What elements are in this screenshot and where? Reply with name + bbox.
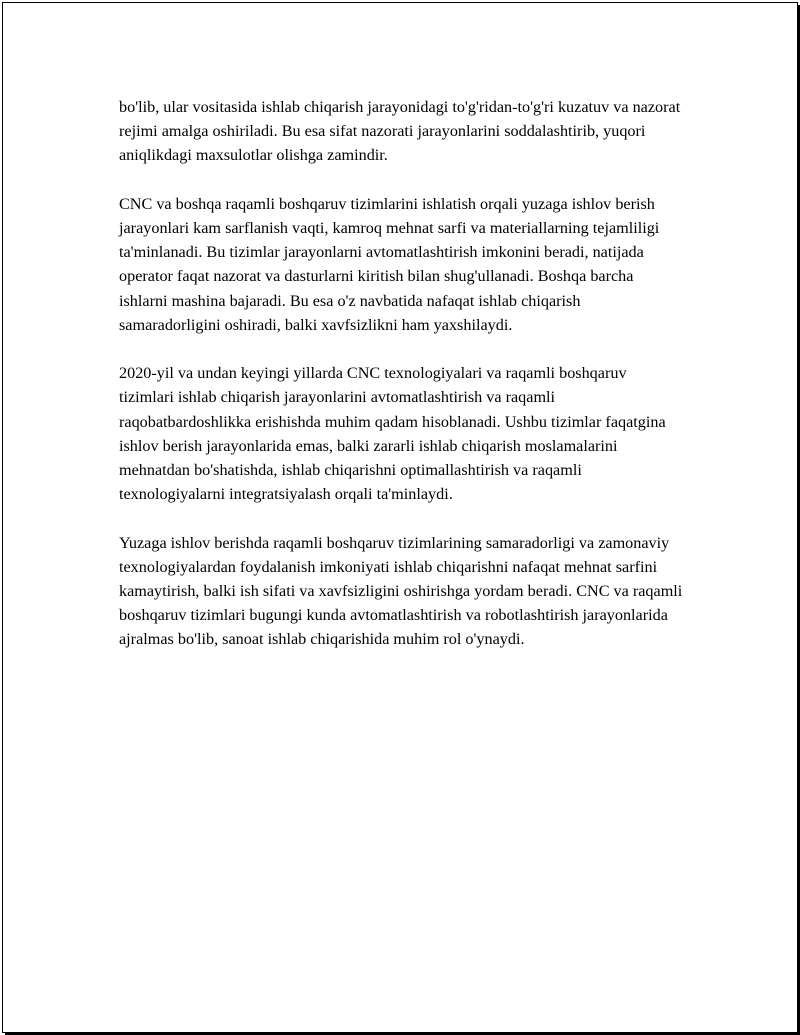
document-page	[2, 2, 798, 1033]
paragraph-3: 2020-yil va undan keyingi yillarda CNC texnologiyalari va raqamli boshqaruv tizimlari ishlab chiqarish jarayonlarini avtomatlashtirish va raqamli raqobatbardoshlikka erishishda muhim qadam hisoblanadi. Ushbu tizimlar faqatgina ishlov berish jarayonlarida emas, balki zararli ishlab chiqarish moslamalarini mehnatdan bo'shatishda, ishlab chiqarishni optimallashtirish va raqamli texnologiyalarni integratsiyalash orqali ta'minlaydi.	[119, 364, 666, 504]
paragraph-1: bo'lib, ular vositasida ishlab chiqarish jarayonidagi to'g'ridan-to'g'ri kuzatuv va nazorat rejimi amalga oshiriladi. Bu esa sifat nazorati jarayonlarini soddalashtirib, yuqori aniqlikdagi maxsulotlar olishga zamindir.	[119, 98, 681, 165]
document-body	[119, 95, 685, 652]
paragraph-4: Yuzaga ishlov berishda raqamli boshqaruv tizimlarining samaradorligi va zamonaviy texnologiyalardan foydalanish imkoniyati ishlab chiqarishni nafaqat mehnat sarfini kamaytirish, balki ish sifati va xavfsizligini oshirishga yordam beradi. CNC va raqamli boshqaruv tizimlari bugungi kunda avtomatlashtirish va robotlashtirish jarayonlarida ajralmas bo'lib, sanoat ishlab chiqarishida muhim rol o'ynaydi.	[119, 533, 683, 649]
paragraph-2: CNC va boshqa raqamli boshqaruv tizimlarini ishlatish orqali yuzaga ishlov berish jarayonlari kam sarflanish vaqti, kamroq mehnat sarfi va materiallarning tejamliligi ta'minlanadi. Bu tizimlar jarayonlarni avtomatlashtirish imkonini beradi, natijada operator faqat nazorat va dasturlarni kiritish bilan shug'ullanadi. Boshqa barcha ishlarni mashina bajaradi. Bu esa o'z navbatida nafaqat ishlab chiqarish samaradorligini oshiradi, balki xavfsizlikni ham yaxshilaydi.	[119, 194, 660, 334]
